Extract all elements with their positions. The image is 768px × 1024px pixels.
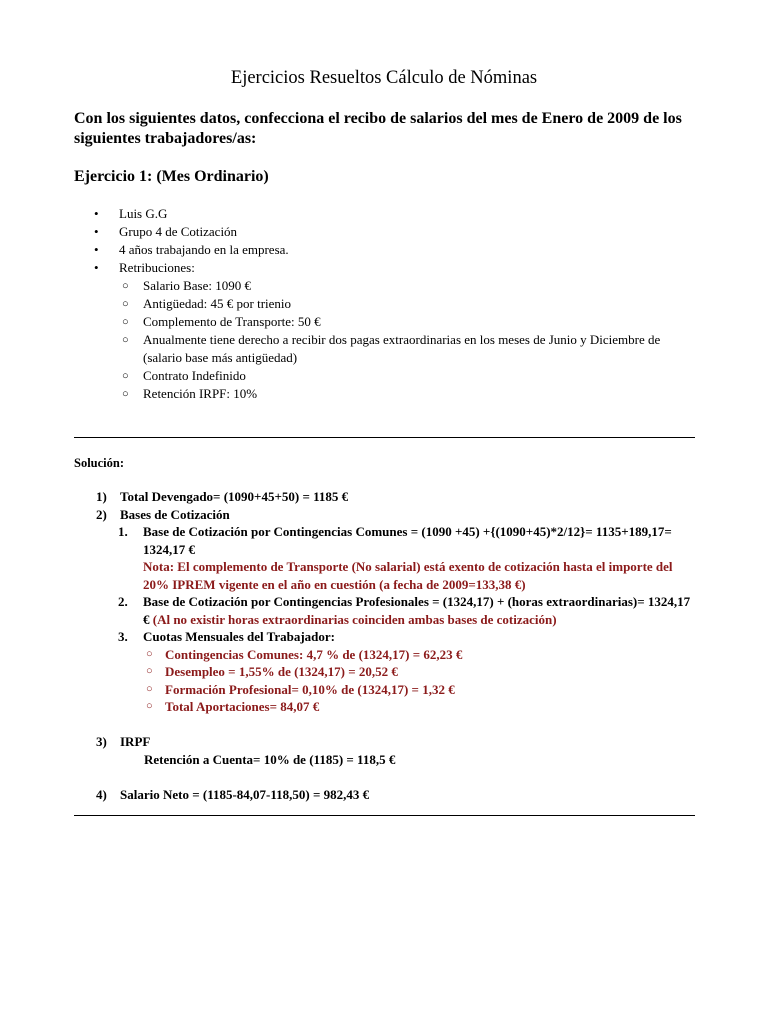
bullet-icon: •	[94, 224, 99, 239]
irpf-detail	[74, 751, 699, 769]
step-text: Base de Cotización por Contingencias Comunes = (1090 +45) +{(1090+45)*2/12}= 1135+189,17= 1324,17 €	[143, 524, 672, 557]
solution-step-1	[74, 488, 699, 506]
list-item	[74, 646, 699, 664]
fact-text: Grupo 4 de Cotización	[119, 224, 238, 239]
solution-block	[74, 488, 699, 803]
cuota-text: Desempleo = 1,55% de (1324,17) = 20,52 €	[165, 664, 398, 679]
cuota-text: Contingencias Comunes: 4,7 % de (1324,17) = 62,23 €	[165, 646, 463, 662]
divider-line	[74, 815, 695, 816]
list-item	[74, 223, 694, 241]
circle-bullet-icon: ○	[146, 647, 153, 660]
intro-paragraph: Con los siguientes datos, confecciona el recibo de salarios del mes de Enero de 2009 de los siguientes trabajadores/as:	[74, 110, 682, 147]
step-number: 1.	[118, 524, 128, 539]
solution-step-2	[74, 506, 699, 524]
retribucion-text: Retención IRPF: 10%	[143, 386, 258, 401]
circle-bullet-icon: ○	[146, 665, 153, 677]
list-item	[119, 385, 694, 403]
solution-step-2-2	[74, 593, 699, 628]
list-item	[74, 698, 699, 716]
list-item	[119, 331, 694, 367]
step-text: Retención a Cuenta= 10% de (1185) = 118,5 €	[144, 751, 396, 767]
step-text: Salario Neto = (1185-84,07-118,50) = 982,43 €	[120, 786, 370, 802]
step-text: Total Devengado= (1090+45+50) = 1185 €	[120, 489, 349, 504]
step-number: 2.	[118, 594, 128, 609]
list-item	[74, 241, 694, 259]
list-item	[119, 277, 694, 295]
circle-bullet-icon: ○	[122, 298, 129, 310]
retribuciones-list	[119, 277, 694, 403]
circle-bullet-icon: ○	[122, 388, 129, 400]
circle-bullet-icon: ○	[122, 334, 129, 346]
circle-bullet-icon: ○	[146, 700, 153, 712]
step-text: Base de Cotización por Contingencias Profesionales = (1324,17) + (horas extraordinarias)= 1324,17 €	[143, 594, 691, 627]
document-title: Ejercicios Resueltos Cálculo de Nóminas	[230, 68, 538, 88]
step-text: Bases de Cotización	[120, 506, 230, 522]
fact-text: Retribuciones:	[119, 260, 195, 275]
bullet-icon: •	[94, 206, 99, 221]
list-item	[74, 681, 699, 699]
spacer	[74, 768, 699, 786]
step-text: Cuotas Mensuales del Trabajador:	[143, 629, 335, 644]
list-item	[119, 295, 694, 313]
circle-bullet-icon: ○	[122, 370, 129, 382]
step-number: 3)	[96, 734, 107, 749]
circle-bullet-icon: ○	[146, 682, 153, 695]
retribucion-text: Complemento de Transporte: 50 €	[143, 314, 321, 329]
list-item	[119, 367, 694, 385]
step-number: 1)	[96, 489, 107, 504]
bullet-icon: •	[94, 260, 99, 275]
solution-step-3	[74, 733, 699, 751]
cuota-text: Total Aportaciones= 84,07 €	[165, 699, 320, 714]
cuota-text: Formación Profesional= 0,10% de (1324,17) = 1,32 €	[165, 681, 455, 697]
spacer	[74, 716, 699, 734]
fact-text: Luis G.G	[119, 206, 168, 221]
fact-text: 4 años trabajando en la empresa.	[119, 242, 289, 257]
note-text: Nota: El complemento de Transporte (No salarial) está exento de cotización hasta el importe del 20% IPREM vigente en el año en cuestión (a fecha de 2009=133,38 €)	[143, 559, 673, 592]
step-number: 4)	[96, 786, 107, 802]
solution-step-2-1	[74, 523, 699, 593]
solution-label: Solución:	[74, 456, 125, 470]
note-text: (Al no existir horas extraordinarias coinciden ambas bases de cotización)	[152, 611, 557, 627]
solution-step-4	[74, 786, 699, 804]
circle-bullet-icon: ○	[122, 316, 129, 328]
retribucion-text: Salario Base: 1090 €	[143, 278, 251, 293]
exercise-title: Ejercicio 1: (Mes Ordinario)	[74, 168, 269, 185]
list-item	[74, 663, 699, 681]
circle-bullet-icon: ○	[122, 280, 129, 292]
list-item	[119, 313, 694, 331]
list-item	[74, 259, 694, 403]
retribucion-text: Antigüedad: 45 € por trienio	[143, 296, 292, 311]
worker-facts-list	[74, 205, 694, 403]
step-number: 2)	[96, 506, 107, 522]
step-text: IRPF	[120, 734, 151, 749]
bullet-icon: •	[94, 242, 99, 257]
step-number: 3.	[118, 629, 128, 644]
retribucion-text: Contrato Indefinido	[143, 368, 246, 383]
divider-line	[74, 437, 695, 438]
solution-step-2-3	[74, 628, 699, 646]
retribucion-text: Anualmente tiene derecho a recibir dos pagas extraordinarias en los meses de Junio y Diciembre de (salario base más antigüedad)	[143, 332, 661, 365]
list-item	[74, 205, 694, 223]
